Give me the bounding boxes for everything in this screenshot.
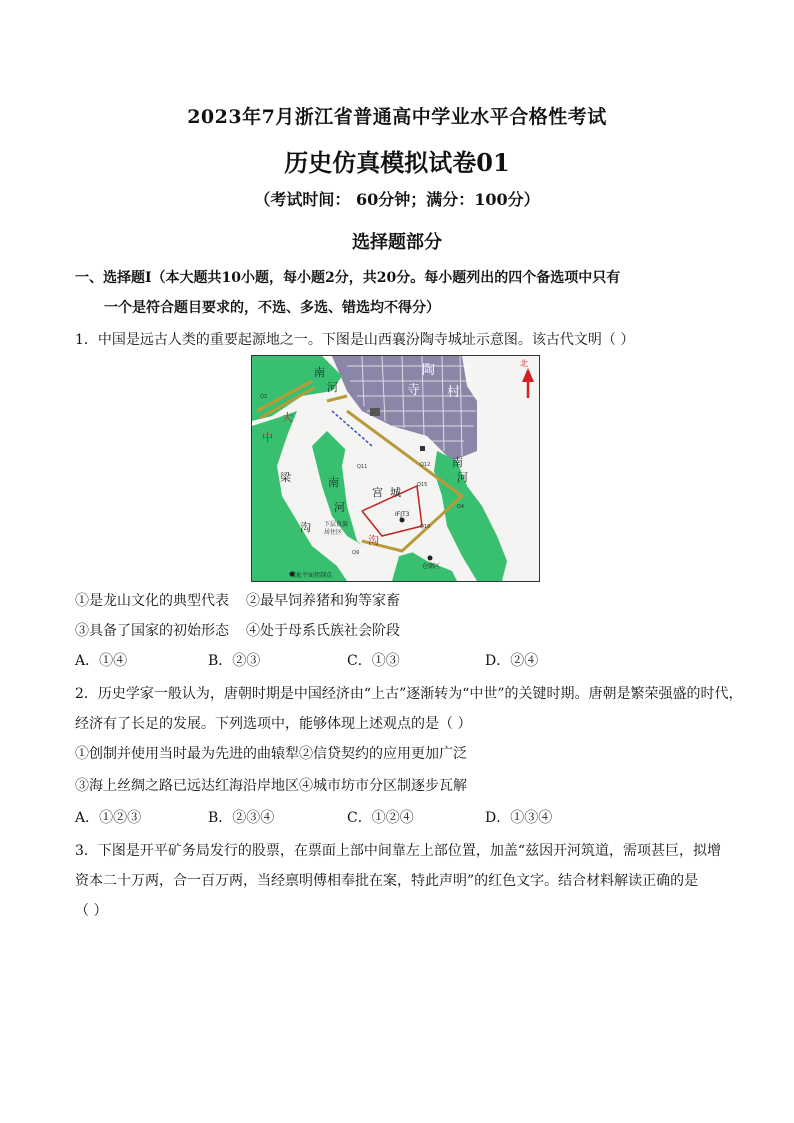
q1-option-c: C．①③ bbox=[347, 653, 400, 669]
exam-title: 2023年7月浙江省普通高中学业水平合格性考试 bbox=[187, 106, 607, 128]
map-label-tao: 陶 bbox=[422, 363, 436, 378]
section-title: 选择题部分 bbox=[352, 232, 442, 253]
map-label-liang: 梁 bbox=[280, 471, 291, 484]
map-label-ifjt3: IFJT3 bbox=[395, 511, 410, 518]
q2-option-b: B．②③④ bbox=[208, 810, 275, 826]
svg-text:Q4: Q4 bbox=[457, 504, 465, 510]
q2-statements-line-1: ①创制并使用当时最为先进的曲辕犁②信贷契约的应用更加广泛 bbox=[75, 746, 467, 762]
map-north-label: 北 bbox=[520, 359, 528, 368]
map-drawing bbox=[252, 356, 539, 581]
svg-text:Q2: Q2 bbox=[260, 394, 268, 400]
map-label-cun: 村 bbox=[447, 385, 461, 400]
q2-stem-line-2: 经济有了长足的发展。下列选项中，能够体现上述观点的是（ ） bbox=[75, 716, 472, 732]
map-label-si: 寺 bbox=[407, 383, 421, 398]
map-label-da: 大 bbox=[282, 411, 293, 424]
map-label-nan-right: 南 bbox=[452, 456, 463, 469]
map-label-he-mid: 河 bbox=[334, 501, 345, 514]
map-label-gou2: 沟 bbox=[368, 534, 379, 547]
q3-stem-line-1: 3．下图是开平矿务局发行的股票，在票面上部中间靠左上部位置，加盖“兹因开河筑道，需项甚巨，拟增 bbox=[75, 843, 722, 859]
q3-stem-line-3: （ ） bbox=[75, 903, 108, 919]
paper-title: 历史仿真模拟试卷01 bbox=[284, 148, 510, 177]
map-label-nan: 南 bbox=[314, 366, 325, 379]
instructions-line-1: 一、选择题Ⅰ（本大题共10小题，每小题2分，共20分。每小题列出的四个备选项中只有 bbox=[75, 270, 621, 286]
q2-option-d: D．①③④ bbox=[485, 810, 553, 826]
taosi-site-map bbox=[251, 355, 540, 582]
exam-duration: （考试时间： 60分钟；满分：100分） bbox=[254, 190, 540, 209]
q2-option-c: C．①②④ bbox=[347, 810, 414, 826]
svg-text:Q15: Q15 bbox=[417, 482, 428, 488]
map-label-zhong: 中 bbox=[262, 431, 273, 444]
map-label-he-right: 河 bbox=[457, 471, 468, 484]
q1-option-a: A．①④ bbox=[75, 653, 128, 669]
q1-option-d: D．②④ bbox=[485, 653, 539, 669]
q2-option-a: A．①②③ bbox=[75, 810, 142, 826]
map-label-gong: 宫 bbox=[372, 486, 383, 499]
svg-text:Q11: Q11 bbox=[357, 464, 368, 470]
map-label-nan-mid: 南 bbox=[328, 476, 339, 489]
map-label-cangchu: 仓储区 bbox=[422, 563, 441, 570]
q1-statement-2: ②最早饲养猪和狗等家畜 bbox=[246, 593, 400, 609]
map-label-he: 河 bbox=[327, 381, 338, 394]
q2-stem-line-1: 2．历史学家一般认为，唐朝时期是中国经济由“上古”逐渐转为“中世”的关键时期。唐朝是繁荣强盛的时代， bbox=[75, 686, 743, 702]
map-label-cheng: 城 bbox=[390, 486, 401, 499]
map-label-xiashe2: 居住区 bbox=[324, 529, 343, 536]
q2-statements-line-2: ③海上丝绸之路已远达红海沿岸地区④城市坊市分区制逐步瓦解 bbox=[75, 778, 467, 794]
map-label-xiashe: 下层贵族 bbox=[324, 521, 349, 528]
q3-stem-line-2: 资本二十万两，合一百万两，当经禀明傅相奉批在案，特此声明”的红色文字。结合材料解读正确的是 bbox=[75, 873, 699, 889]
instructions-line-2: 一个是符合题目要求的，不选、多选、错选均不得分） bbox=[104, 300, 440, 316]
q1-statement-4: ④处于母系氏族社会阶段 bbox=[246, 623, 400, 639]
map-label-gou: 沟 bbox=[300, 521, 311, 534]
svg-text:Q12: Q12 bbox=[420, 462, 431, 468]
q1-stem: 1．中国是远古人类的重要起源地之一。下图是山西襄汾陶寺城址示意图。该古代文明（ ） bbox=[75, 332, 635, 348]
svg-text:Q9: Q9 bbox=[352, 550, 360, 556]
q1-option-b: B．②③ bbox=[208, 653, 261, 669]
svg-text:Q10: Q10 bbox=[420, 524, 431, 530]
map-label-chengzhi: 城址平面控制点 bbox=[290, 572, 333, 579]
q1-statement-3: ③具备了国家的初始形态 bbox=[75, 623, 229, 639]
q1-statement-1: ①是龙山文化的典型代表 bbox=[75, 593, 229, 609]
